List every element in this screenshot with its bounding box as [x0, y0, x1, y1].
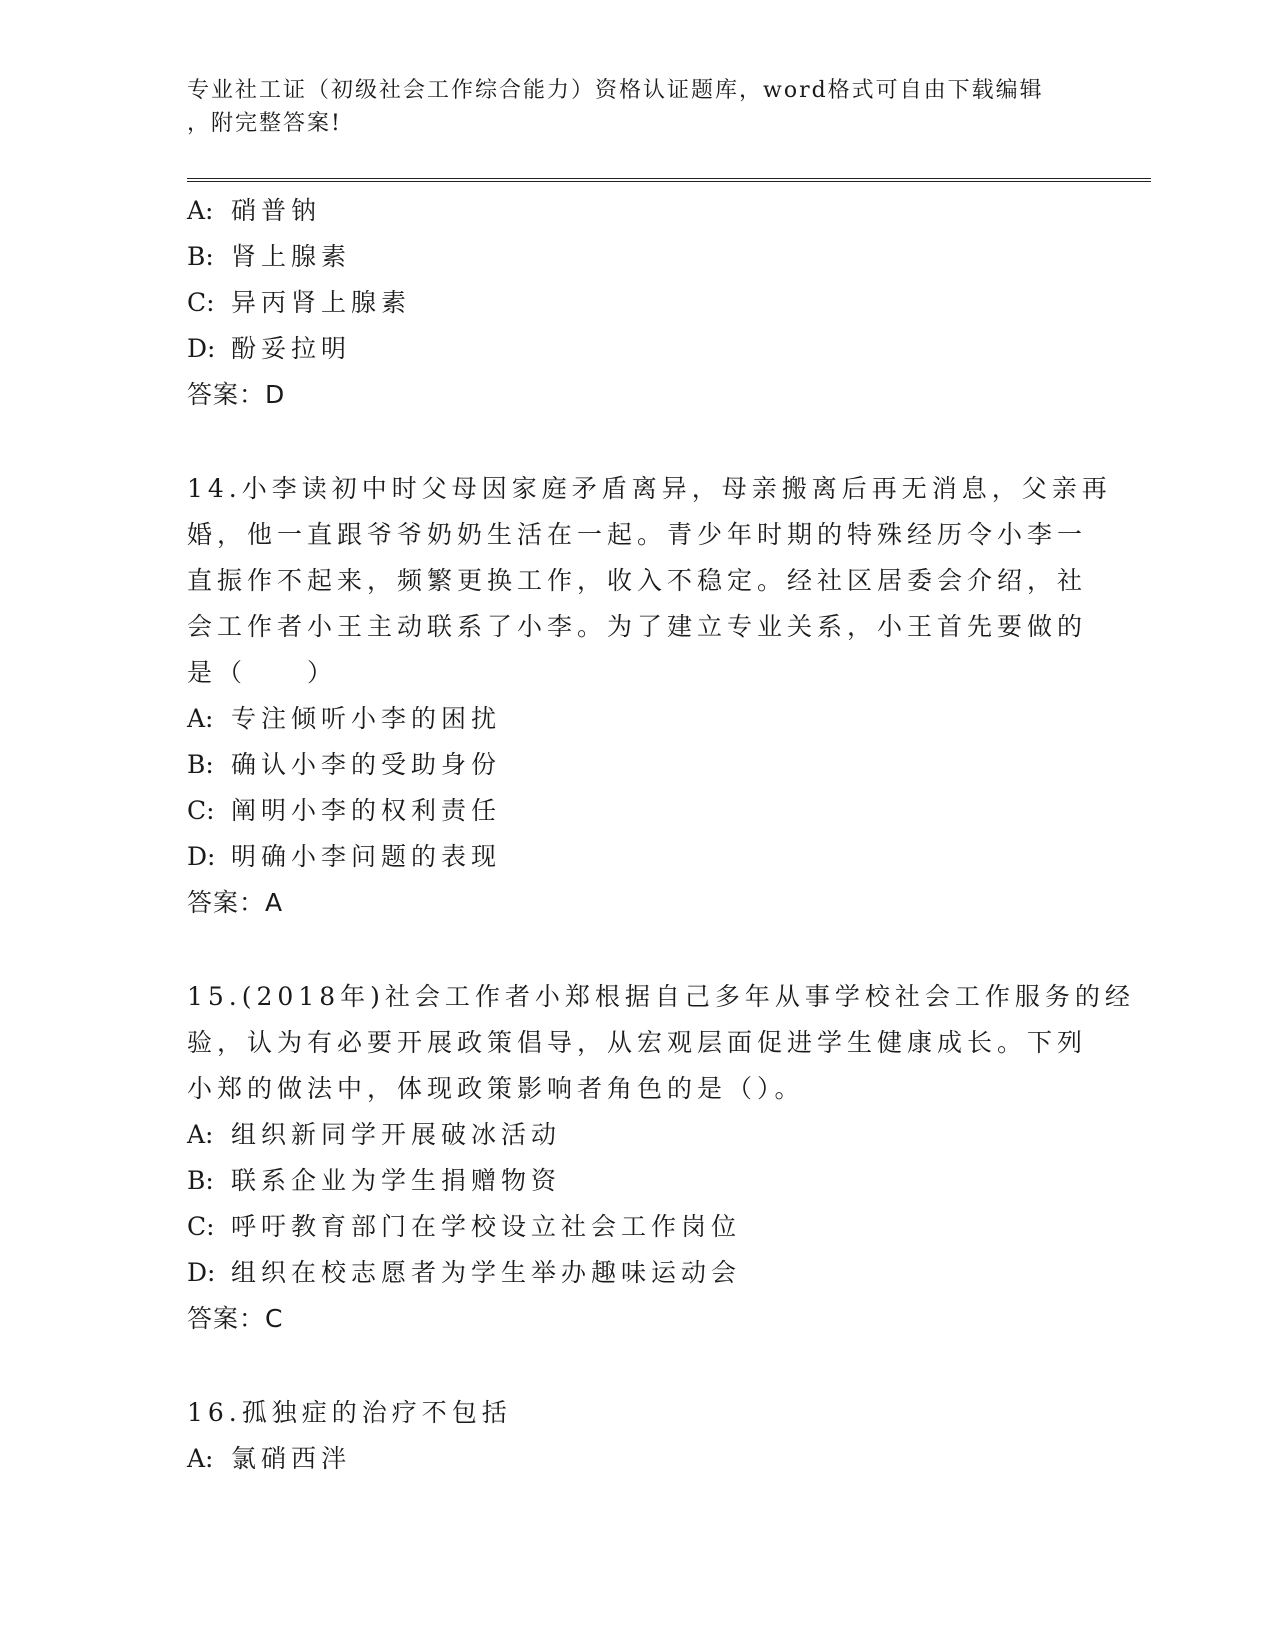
question-stem-line: 验，认为有必要开展政策倡导，从宏观层面促进学生健康成长。下列: [187, 1028, 1088, 1057]
option-b: B: 肾上腺素: [187, 242, 352, 271]
question-stem-line: 15.(2018年)社会工作者小郑根据自己多年从事学校社会工作服务的经: [187, 982, 1135, 1011]
option-d: D: 酚妥拉明: [187, 334, 352, 363]
question-stem-line: 会工作者小王主动联系了小李。为了建立专业关系，小王首先要做的: [187, 612, 1088, 641]
question-stem-line: 婚，他一直跟爷爷奶奶生活在一起。青少年时期的特殊经历令小李一: [187, 520, 1088, 549]
question-stem-line: 14.小李读初中时父母因家庭矛盾离异，母亲搬离后再无消息，父亲再: [187, 474, 1112, 503]
question-stem-line: 直振作不起来，频繁更换工作，收入不稳定。经社区居委会介绍，社: [187, 566, 1088, 595]
header-line-1: 专业社工证（初级社会工作综合能力）资格认证题库，word格式可自由下载编辑: [187, 78, 1044, 103]
answer-line: 答案：C: [187, 1304, 284, 1333]
header-line-2: ，附完整答案!: [187, 111, 342, 136]
answer-line: 答案：D: [187, 380, 286, 409]
question-stem-line: 是（ ）: [187, 658, 338, 687]
option-a: A: 组织新同学开展破冰活动: [187, 1120, 562, 1149]
question-list: [187, 188, 1135, 1482]
option-c: C: 异丙肾上腺素: [187, 288, 412, 317]
option-b: B: 联系企业为学生捐赠物资: [187, 1166, 562, 1195]
spacer: [187, 926, 1087, 974]
option-a: A: 硝普钠: [187, 196, 322, 225]
option-b: B: 确认小李的受助身份: [187, 750, 502, 779]
question-15: [187, 974, 1135, 1342]
option-a: A: 专注倾听小李的困扰: [187, 704, 502, 733]
document-header: [187, 74, 1087, 140]
question-stem-line: 16.孤独症的治疗不包括: [187, 1398, 512, 1427]
spacer: [187, 1342, 1087, 1390]
question-stem-line: 小郑的做法中，体现政策影响者角色的是（）。: [187, 1074, 805, 1103]
option-a: A: 氯硝西泮: [187, 1444, 352, 1473]
option-d: D: 组织在校志愿者为学生举办趣味运动会: [187, 1258, 742, 1287]
option-d: D: 明确小李问题的表现: [187, 842, 502, 871]
option-c: C: 呼吁教育部门在学校设立社会工作岗位: [187, 1212, 742, 1241]
prev-question-block: [187, 188, 1087, 418]
answer-line: 答案：A: [187, 888, 284, 917]
question-16: [187, 1390, 1087, 1482]
spacer: [187, 418, 1087, 466]
question-14: [187, 466, 1112, 926]
option-c: C: 阐明小李的权利责任: [187, 796, 502, 825]
header-divider: [187, 178, 1151, 182]
